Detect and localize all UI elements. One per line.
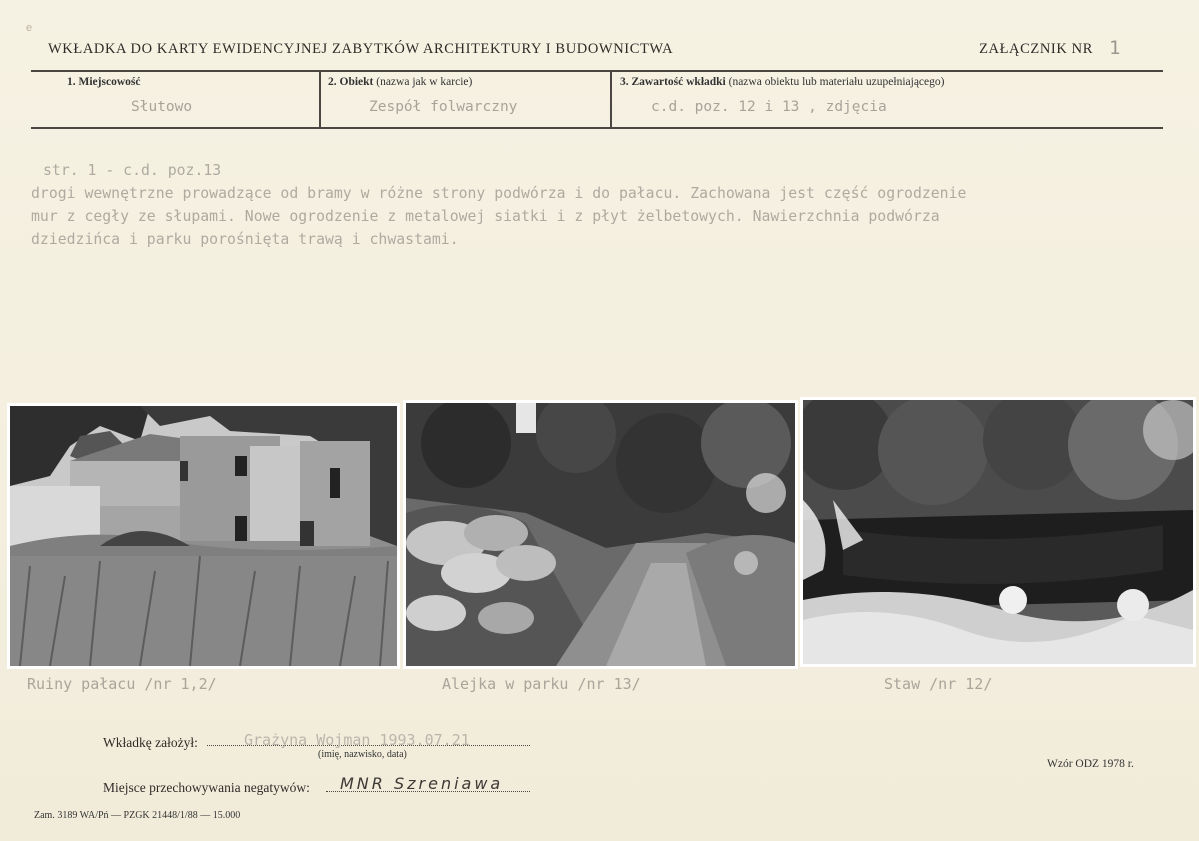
photo-palace-ruins-image [10,406,397,666]
photo-caption-palace: Ruiny pałacu /nr 1,2/ [27,675,217,693]
form-version-note: Wzór ODZ 1978 r. [1047,758,1134,770]
form-title: WKŁADKA DO KARTY EWIDENCYJNEJ ZABYTKÓW ARCHITEKTURY I BUDOWNICTWA [48,41,674,57]
object-label: 2. Obiekt (nazwa jak w karcie) [328,76,473,88]
attachment-label: ZAŁĄCZNIK NR [979,41,1093,57]
field-divider-1 [319,71,321,129]
negatives-value: MNR Szreniawa [340,774,504,793]
photo-palace-ruins [7,403,400,669]
header-bottom-rule [31,127,1163,129]
photo-park-alley-image [406,403,795,666]
description-line-2: drogi wewnętrzne prowadzące od bramy w różne strony podwórza i do pałacu. Zachowana jest część ogrodzenie [31,185,967,202]
field-divider-2 [610,71,612,129]
description-line-3: mur z cegły ze słupami. Nowe ogrodzenie z metalowej siatki i z płyt żelbetowych. Nawierzchnia podwórza [31,208,940,225]
created-by-value: Grażyna Wojman 1993.07.21 [244,731,470,749]
description-line-1: str. 1 - c.d. poz.13 [43,162,222,179]
photo-pond-image [803,400,1193,664]
print-info: Zam. 3189 WA/Pń — PZGK 21448/1/88 — 15.000 [34,810,241,821]
photo-pond [800,397,1196,667]
photo-caption-alley: Alejka w parku /nr 13/ [442,675,641,693]
content-label: 3. Zawartość wkładki (nazwa obiektu lub materiału uzupełniającego) [620,76,945,88]
description-text [31,159,1171,251]
header-top-rule [31,70,1163,72]
object-label-note: (nazwa jak w karcie) [376,76,473,88]
negatives-label: Miejsce przechowywania negatywów: [103,780,310,795]
created-by-label: Wkładkę założył: [103,735,198,750]
object-value: Zespół folwarczny [369,99,518,115]
created-by-note: (imię, nazwisko, data) [318,749,407,760]
photo-park-alley [403,400,798,669]
content-label-note: (nazwa obiektu lub materiału uzupełniającego) [728,76,945,88]
corner-mark: e [26,22,33,34]
content-value: c.d. poz. 12 i 13 , zdjęcia [651,99,887,115]
attachment-number: 1 [1109,37,1121,59]
photo-caption-pond: Staw /nr 12/ [884,675,993,693]
description-line-4: dziedzińca i parku porośnięta trawą i chwastami. [31,231,459,248]
locality-label: 1. Miejscowość [67,76,141,88]
locality-value: Słutowo [131,99,193,115]
